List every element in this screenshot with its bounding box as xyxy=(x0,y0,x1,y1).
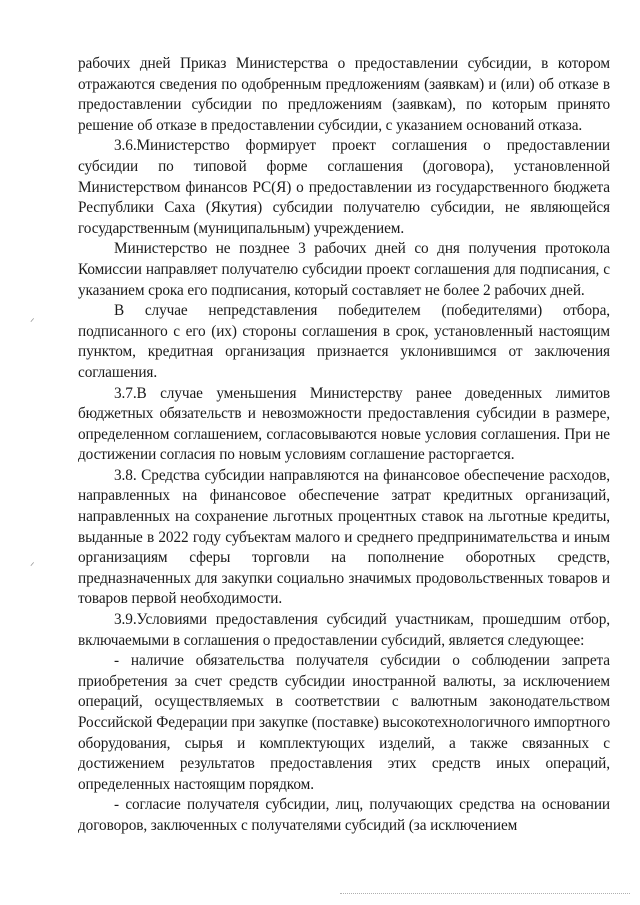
paragraph-continuation: рабочих дней Приказ Министерства о предоставлении субсидии, в котором отражаются сведения по одобренным предложениям (заявкам) и (или) об отказе в предоставлении субсидии по предложениям (заявкам), по которым принято решение об отказе в предоставлении субсидии, с указанием оснований отказа. xyxy=(78,55,610,134)
list-item-currency-ban: - наличие обязательства получателя субсидии о соблюдении запрета приобретения за счет средств субсидии иностранной валюты, за исключением операций, осуществляемых в соответствии с валютным законодательством Российской Федерации при закупке (поставке) высокотехнологичного импортного оборудования, сырья и комплектующих изделий, а также связанных с достижением результатов предоставления этих средств иных операций, определенных настоящим порядком. xyxy=(78,652,610,793)
paragraph-3-8: 3.8. Средства субсидии направляются на финансовое обеспечение расходов, направленных на финансовое обеспечение затрат кредитных организаций, направленных на сохранение льготных процентных ставок на льготные кредиты, выданные в 2022 году субъектам малого и среднего предпринимательства и иным организациям сферы торговли на пополнение оборотных средств, предназначенных для закупки социально значимых продовольственных товаров и товаров первой необходимости. xyxy=(78,466,610,608)
paragraph-ministry-deadline: Министерство не позднее 3 рабочих дней со дня получения протокола Комиссии направляет получателю субсидии проект соглашения для подписания, с указанием срока его подписания, который составляет не более 2 рабочих дней. xyxy=(78,240,610,299)
paragraph-non-signing: В случае непредставления победителем (победителями) отбора, подписанного с его (их) стороны соглашения в срок, установленный настоящим пунктом, кредитная организация признается уклонившимся от заключения соглашения. xyxy=(78,302,610,381)
paragraph-3-7: 3.7.В случае уменьшения Министерству ранее доведенных лимитов бюджетных обязательств и невозможности предоставления субсидии в размере, определенном соглашением, согласовываются новые условия соглашения. При не достижении согласия по новым условиям соглашение расторгается. xyxy=(78,384,610,464)
margin-scan-mark: ᐟ xyxy=(30,316,35,329)
document-body xyxy=(78,54,610,837)
margin-scan-mark: ᐟ xyxy=(30,560,35,573)
paragraph-3-9: 3.9.Условиями предоставления субсидий участникам, прошедшим отбор, включаемыми в соглашения о предоставлении субсидий, является следующее: xyxy=(78,611,610,649)
scan-edge-line xyxy=(340,893,630,895)
list-item-consent: - согласие получателя субсидии, лиц, получающих средства на основании договоров, заключенных с получателями субсидий (за исключением xyxy=(78,796,610,834)
paragraph-3-6: 3.6.Министерство формирует проект соглашения о предоставлении субсидии по типовой форме соглашения (договора), установленной Министерством финансов РС(Я) о предоставлении из государственного бюджета Республики Саха (Якутия) субсидии получателю субсидии, не являющейся государственным (муниципальным) учреждением. xyxy=(78,137,610,237)
